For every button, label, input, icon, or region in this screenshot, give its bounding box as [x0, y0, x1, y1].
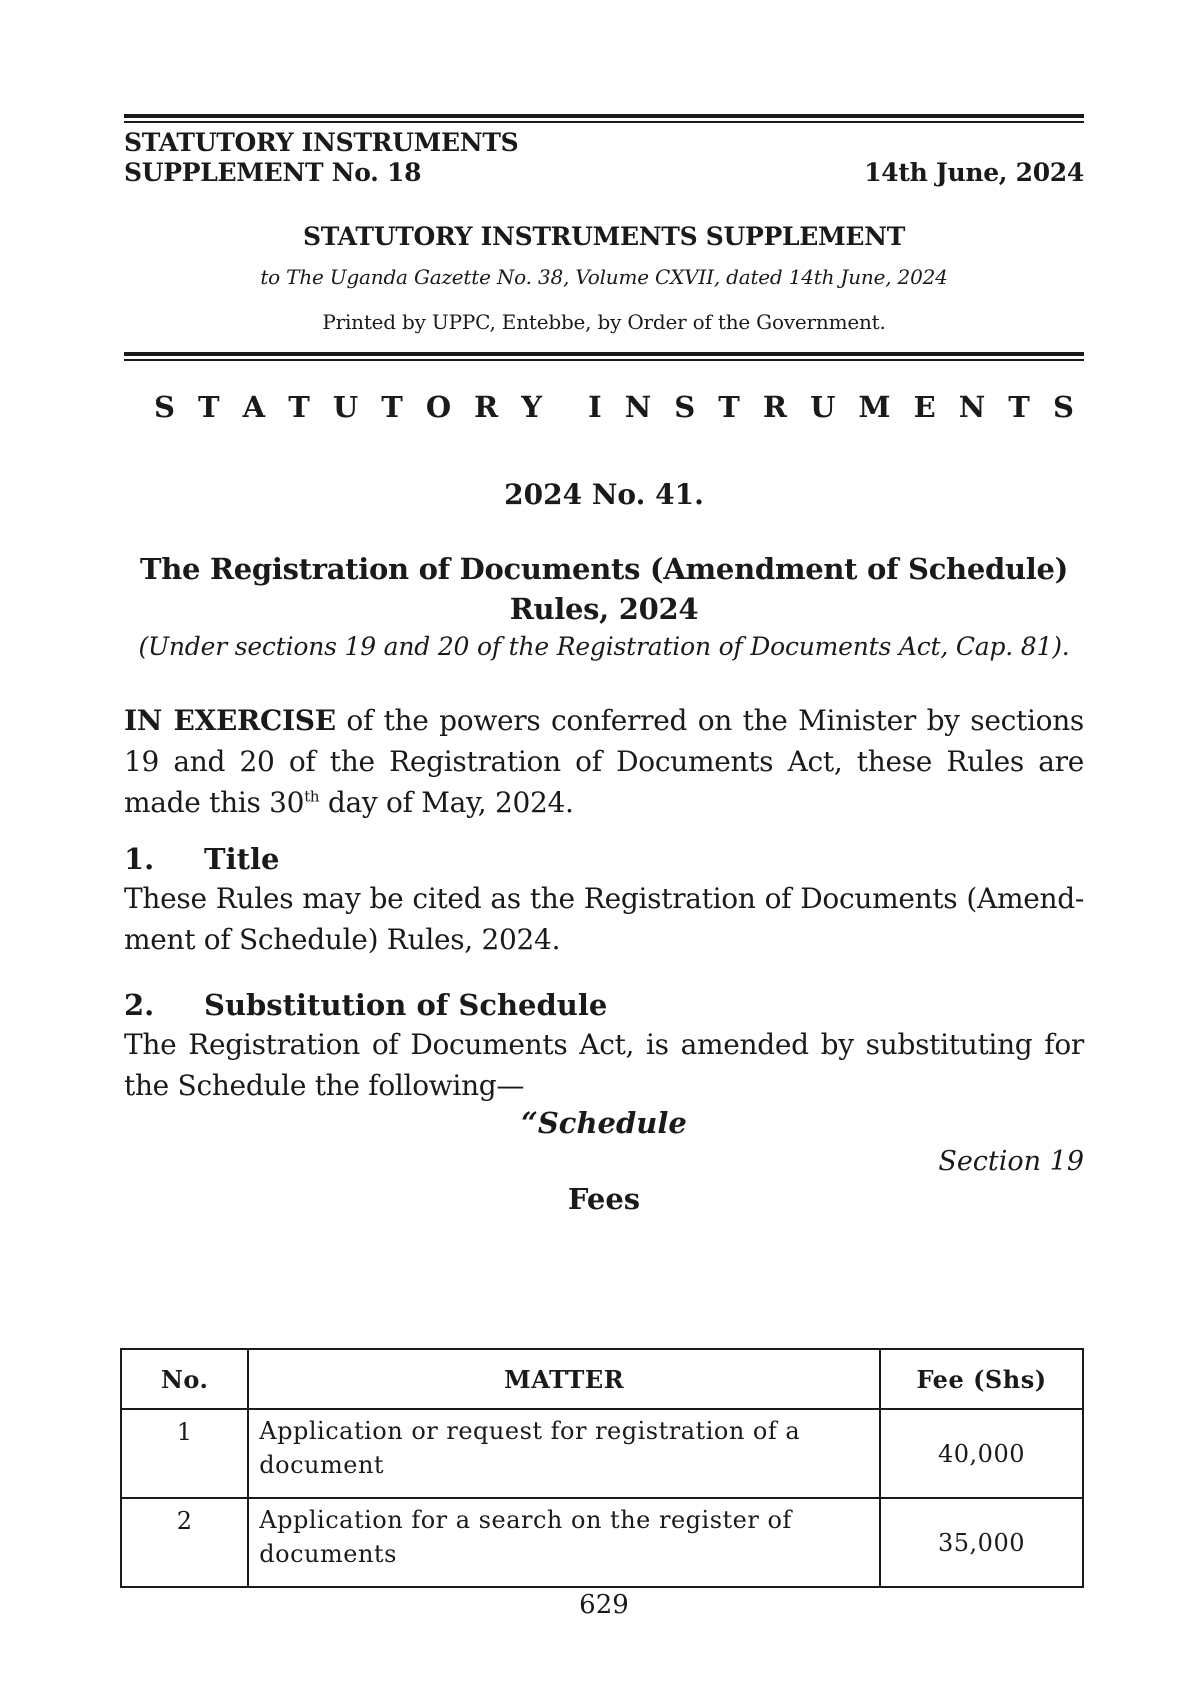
banner-letter: Y	[521, 390, 542, 424]
supplement-subtitle: to The Uganda Gazette No. 38, Volume CXVII, dated 14th June, 2024	[260, 265, 948, 289]
banner-letter: M	[858, 390, 891, 424]
section-number: 2.	[124, 988, 155, 1022]
page-number: 629	[579, 1590, 629, 1620]
banner-letter: U	[810, 390, 836, 424]
section-1-heading	[124, 842, 279, 876]
row-matter: Application or request for registration of a document	[248, 1409, 880, 1498]
table-row	[121, 1498, 1083, 1587]
column-header-fee: Fee (Shs)	[880, 1349, 1083, 1409]
header-bottom-rule	[124, 352, 1084, 362]
supplement-printed-by: Printed by UPPC, Entebbe, by Order of the Government.	[322, 310, 886, 334]
header-line1: STATUTORY INSTRUMENTS	[124, 128, 519, 157]
banner-letter: I	[588, 390, 602, 424]
row-number: 2	[121, 1498, 248, 1587]
banner-letter: R	[762, 390, 788, 424]
section-heading-text: Substitution of Schedule	[204, 988, 608, 1022]
schedule-section-ref: Section 19	[938, 1146, 1084, 1177]
banner-letter: N	[624, 390, 652, 424]
preamble-text-end: day of May, 2024.	[319, 786, 574, 819]
statutory-instruments-banner	[154, 390, 1074, 424]
row-number: 1	[121, 1409, 248, 1498]
instrument-enabling-provision: (Under sections 19 and 20 of the Registration of Documents Act, Cap. 81).	[138, 632, 1070, 661]
row-matter: Application for a search on the register of documents	[248, 1498, 880, 1587]
section-1-body: These Rules may be cited as the Registration of Documents (Amend-ment of Schedule) Rules, 2024.	[124, 882, 1084, 956]
banner-letter: U	[332, 390, 359, 424]
banner-letter: R	[474, 390, 499, 424]
header-date: 14th June, 2024	[864, 158, 1084, 187]
banner-letter: S	[1052, 390, 1074, 424]
row-fee: 35,000	[880, 1498, 1083, 1587]
header-top-rule	[124, 114, 1084, 124]
gazette-page	[124, 0, 1084, 1702]
column-header-matter: MATTER	[248, 1349, 880, 1409]
banner-letter: S	[154, 390, 175, 424]
supplement-title: STATUTORY INSTRUMENTS SUPPLEMENT	[302, 222, 906, 251]
row-fee: 40,000	[880, 1409, 1083, 1498]
banner-letter: T	[381, 390, 403, 424]
banner-letter: T	[198, 390, 220, 424]
preamble-ordinal: th	[304, 787, 320, 806]
section-2-body: The Registration of Documents Act, is amended by substituting for the Schedule the following—	[124, 1028, 1084, 1102]
header-line2: SUPPLEMENT No. 18	[124, 158, 422, 187]
banner-letter: S	[674, 390, 696, 424]
preamble-lead: IN EXERCISE	[124, 704, 336, 737]
instrument-title-line2: Rules, 2024	[509, 592, 699, 626]
section-2-heading	[124, 988, 607, 1022]
banner-letter: T	[1008, 390, 1030, 424]
instrument-title-line1: The Registration of Documents (Amendment of Schedule)	[139, 552, 1069, 586]
banner-letter: O	[425, 390, 452, 424]
fees-table	[120, 1348, 1084, 1588]
banner-letter: E	[913, 390, 936, 424]
section-number: 1.	[124, 842, 155, 876]
fees-title: Fees	[567, 1182, 641, 1216]
table-header-row	[121, 1349, 1083, 1409]
banner-letter: T	[288, 390, 310, 424]
instrument-number: 2024 No. 41.	[504, 478, 704, 511]
banner-letter: A	[242, 390, 266, 424]
table-row	[121, 1409, 1083, 1498]
banner-letter: T	[718, 390, 740, 424]
column-header-no: No.	[121, 1349, 248, 1409]
banner-letter: N	[958, 390, 986, 424]
preamble-text: of the powers conferred on the Minister by sections 19 and 20 of the Registration of Documents Act, these Rules are made this 30	[124, 704, 1084, 819]
preamble-paragraph	[124, 700, 1084, 823]
schedule-title: “Schedule	[521, 1106, 687, 1140]
section-heading-text: Title	[204, 842, 280, 876]
